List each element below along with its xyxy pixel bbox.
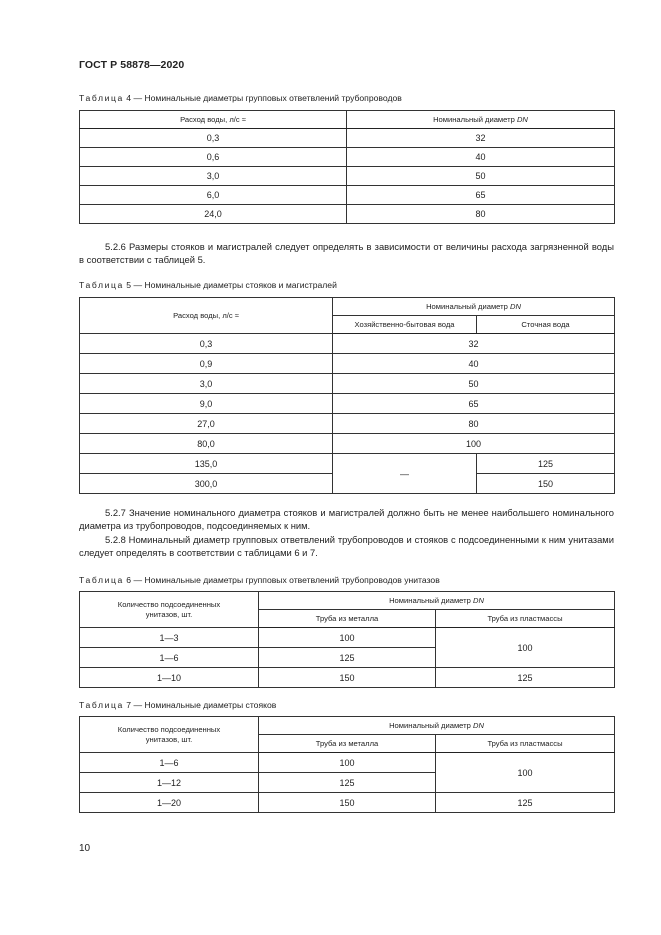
table-cell: 150	[259, 793, 436, 813]
table-cell: 32	[347, 129, 615, 148]
table-header-row	[80, 111, 615, 129]
column-subheader: Хозяйственно-бытовая вода	[333, 316, 477, 334]
table-cell: 1—6	[80, 753, 259, 773]
paragraph-5-2-7	[79, 506, 614, 532]
table-cell: 100	[436, 753, 615, 793]
column-subheader: Труба из металла	[259, 610, 436, 628]
table-row	[80, 668, 615, 688]
table6-caption-text: 6 — Номинальные диаметры групповых ответвлений трубопроводов унитазов	[126, 575, 440, 585]
table4-caption-prefix: Таблица	[79, 93, 124, 103]
table-row	[80, 354, 615, 374]
table4-caption	[79, 93, 402, 103]
table5	[79, 297, 615, 494]
table-cell: 24,0	[80, 205, 347, 224]
table-cell: 6,0	[80, 186, 347, 205]
table-cell: 1—3	[80, 628, 259, 648]
table4	[79, 110, 615, 224]
table-cell: 65	[333, 394, 615, 414]
table6	[79, 591, 615, 688]
table-header-row	[80, 592, 615, 610]
table-cell: 0,3	[80, 334, 333, 354]
table-row	[80, 414, 615, 434]
page-number: 10	[79, 843, 91, 854]
table-cell: 125	[259, 773, 436, 793]
table7	[79, 716, 615, 813]
column-header-line: унитазов, шт.	[145, 734, 193, 744]
table-cell: 150	[477, 474, 615, 494]
table-cell: 27,0	[80, 414, 333, 434]
table-cell: 0,6	[80, 148, 347, 167]
table-cell: 9,0	[80, 394, 333, 414]
table-cell: 80	[347, 205, 615, 224]
table-row	[80, 129, 615, 148]
column-header-line: Количество подсоединенных	[117, 724, 221, 734]
column-header: Расход воды, л/с ≈	[80, 111, 347, 129]
column-header-line: Количество подсоединенных	[117, 599, 221, 609]
paragraph-text: 5.2.6 Размеры стояков и магистралей следует определять в зависимости от величины расхода загрязненной воды в соответствии с таблицей 5.	[79, 241, 614, 265]
table-cell: 3,0	[80, 167, 347, 186]
table-row	[80, 394, 615, 414]
table-header-row	[80, 298, 615, 316]
table-cell: 150	[259, 668, 436, 688]
table-cell: 1—20	[80, 793, 259, 813]
paragraph-5-2-6	[79, 240, 614, 266]
table4-caption-text: 4 — Номинальные диаметры групповых ответвлений трубопроводов	[126, 93, 402, 103]
table-row	[80, 793, 615, 813]
table5-caption-text: 5 — Номинальные диаметры стояков и магистралей	[126, 280, 337, 290]
table-cell: 1—6	[80, 648, 259, 668]
table-cell: 80,0	[80, 434, 333, 454]
table-cell: 3,0	[80, 374, 333, 394]
column-subheader: Труба из пластмассы	[436, 735, 615, 753]
column-subheader: Сточная вода	[477, 316, 615, 334]
table-cell: 125	[436, 793, 615, 813]
table-row	[80, 753, 615, 773]
table-cell: 80	[333, 414, 615, 434]
document-header: ГОСТ Р 58878—2020	[79, 59, 185, 71]
column-header: Номинальный диаметр DN	[259, 592, 615, 610]
table7-caption	[79, 700, 276, 710]
table-row	[80, 186, 615, 205]
table-cell: 100	[259, 628, 436, 648]
table-cell: 100	[436, 628, 615, 668]
column-subheader: Труба из пластмассы	[436, 610, 615, 628]
table-row	[80, 148, 615, 167]
table-cell: 1—10	[80, 668, 259, 688]
table-cell: 300,0	[80, 474, 333, 494]
table7-caption-text: 7 — Номинальные диаметры стояков	[126, 700, 277, 710]
column-header: Номинальный диаметр DN	[259, 717, 615, 735]
table-row	[80, 454, 615, 474]
table5-caption-prefix: Таблица	[79, 280, 124, 290]
table-row	[80, 167, 615, 186]
column-header: Номинальный диаметр DN	[347, 111, 615, 129]
column-subheader: Труба из металла	[259, 735, 436, 753]
paragraph-5-2-8	[79, 533, 614, 559]
table-cell: 135,0	[80, 454, 333, 474]
column-header: Номинальный диаметр DN	[333, 298, 615, 316]
table-cell: 125	[477, 454, 615, 474]
column-header	[80, 717, 259, 753]
table-cell: 50	[347, 167, 615, 186]
table-cell: 0,3	[80, 129, 347, 148]
table-row	[80, 628, 615, 648]
table-cell: 125	[259, 648, 436, 668]
table-row	[80, 434, 615, 454]
table-cell: 40	[333, 354, 615, 374]
table7-caption-prefix: Таблица	[79, 700, 124, 710]
table6-caption-prefix: Таблица	[79, 575, 124, 585]
table-cell: 125	[436, 668, 615, 688]
table-cell: 1—12	[80, 773, 259, 793]
paragraph-text: 5.2.8 Номинальный диаметр групповых ответвлений трубопроводов и стояков с подсоединенными к ним унитазами следует определять в соответствии с таблицами 6 и 7.	[79, 534, 614, 558]
table5-caption	[79, 280, 337, 290]
table-row	[80, 334, 615, 354]
table-cell: 100	[259, 753, 436, 773]
table-cell: 65	[347, 186, 615, 205]
table-header-row	[80, 717, 615, 735]
table-cell-dash: —	[333, 454, 477, 494]
table-cell: 32	[333, 334, 615, 354]
table-cell: 50	[333, 374, 615, 394]
table-row	[80, 205, 615, 224]
table-cell: 40	[347, 148, 615, 167]
column-header: Расход воды, л/с ≈	[80, 298, 333, 334]
table6-caption	[79, 575, 440, 585]
table-cell: 0,9	[80, 354, 333, 374]
table-row	[80, 374, 615, 394]
paragraph-text: 5.2.7 Значение номинального диаметра стояков и магистралей должно быть не менее наибольшего номинального диаметра из трубопроводов, подсоединяемых к ним.	[79, 507, 614, 531]
column-header-line: унитазов, шт.	[145, 609, 193, 619]
table-cell: 100	[333, 434, 615, 454]
column-header	[80, 592, 259, 628]
